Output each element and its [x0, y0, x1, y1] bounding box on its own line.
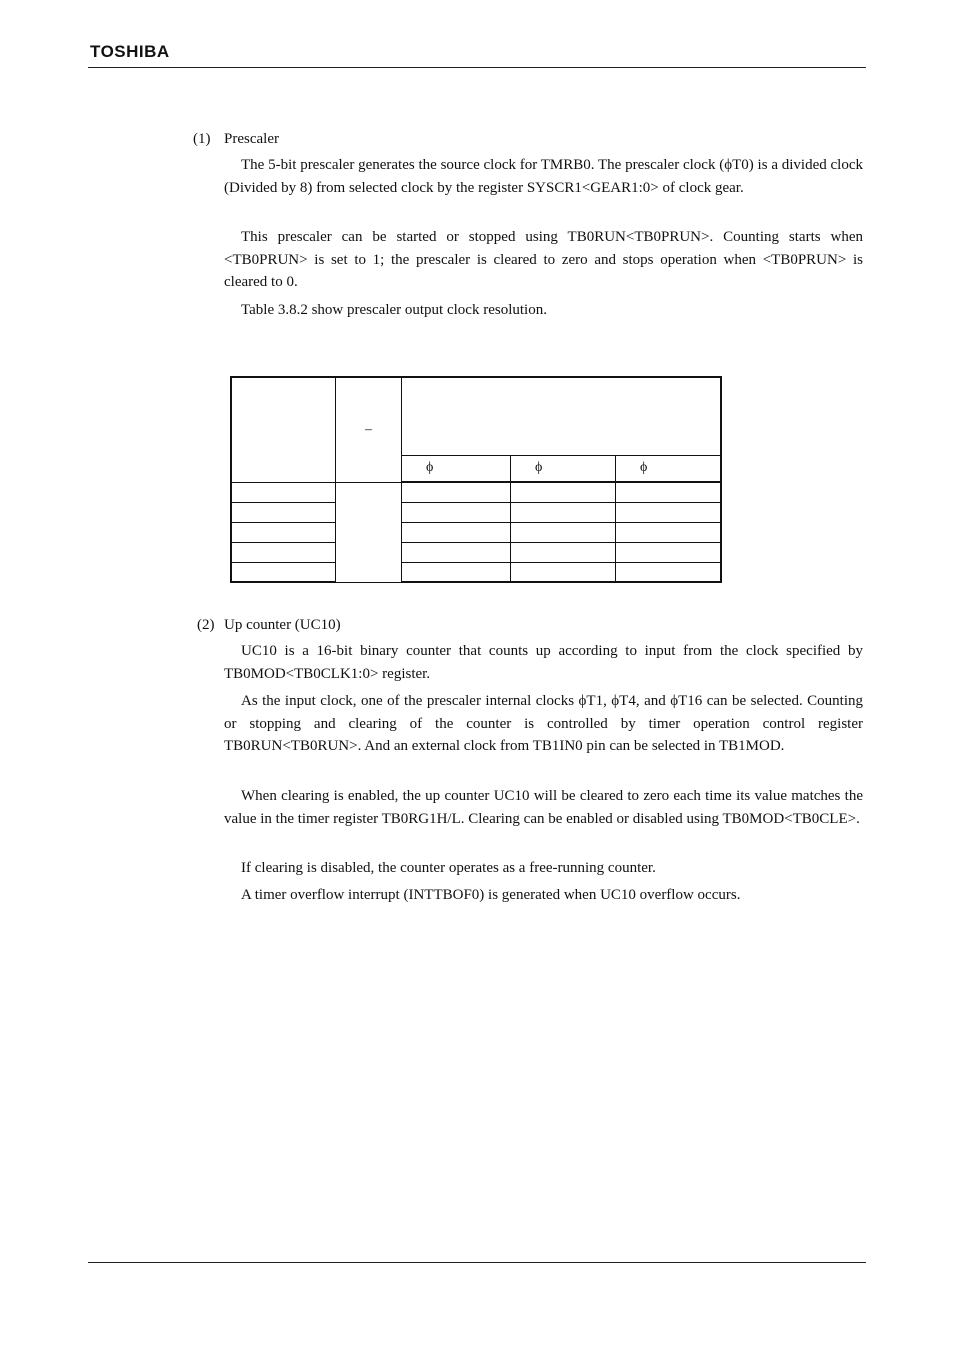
- table-cell: [231, 542, 336, 562]
- phi-header-cell: [511, 455, 616, 482]
- section-2-heading: [197, 615, 341, 635]
- table-cell: [402, 482, 511, 502]
- table-cell: [616, 562, 722, 582]
- prescaler-resolution-table: [230, 376, 722, 583]
- section-1-number: (1): [193, 131, 211, 147]
- phi-symbol: ϕ: [535, 460, 543, 476]
- table-cell: [616, 482, 722, 502]
- counter-paragraph-1: UC10 is a 16-bit binary counter that counts up according to input from the clock specified by TB0MOD<TB0CLK1:0> register.: [224, 643, 863, 682]
- phi-symbol: ϕ: [640, 460, 648, 476]
- dash-mark: –: [365, 421, 372, 437]
- table-cell: [511, 522, 616, 542]
- table-cell: [231, 482, 336, 502]
- table-cell: [511, 502, 616, 522]
- counter-paragraph-4: If clearing is disabled, the counter operates as a free-running counter.: [241, 860, 656, 876]
- prescaler-paragraph-1: The 5-bit prescaler generates the source clock for TMRB0. The prescaler clock (ϕT0) is a divided clock (Divided by 8) from selected clock by the register SYSCR1<GEAR1:0> of clock gear.: [224, 157, 863, 196]
- table-cell: [511, 542, 616, 562]
- section-1-heading: [193, 129, 279, 149]
- prescaler-paragraph-3: Table 3.8.2 show prescaler output clock resolution.: [241, 302, 547, 318]
- table-cell: [616, 522, 722, 542]
- table-cell: [511, 482, 616, 502]
- footer-rule: [88, 1262, 866, 1263]
- table-cell: [402, 562, 511, 582]
- table-cell: [231, 522, 336, 542]
- table-merged-cell: [336, 482, 402, 582]
- table-cell: [511, 562, 616, 582]
- table-cell: [402, 542, 511, 562]
- table-cell: [231, 502, 336, 522]
- section-2-title: Up counter (UC10): [224, 617, 341, 633]
- section-1-title: Prescaler: [224, 131, 279, 147]
- toshiba-logo: TOSHIBA: [90, 42, 170, 61]
- counter-paragraph-5: A timer overflow interrupt (INTTBOF0) is generated when UC10 overflow occurs.: [241, 887, 741, 903]
- counter-paragraph-2: As the input clock, one of the prescaler internal clocks ϕT1, ϕT4, and ϕT16 can be selected. Counting or stopping and clearing of the counter is controlled by timer operation control register TB0RUN<TB0RUN>. And an external clock from TB1IN0 pin can be selected in TB1MOD.: [224, 693, 863, 754]
- table-header-cell: [231, 377, 336, 482]
- table-cell: [402, 502, 511, 522]
- header-rule: [88, 67, 866, 68]
- table-cell: [616, 502, 722, 522]
- counter-paragraph-3: When clearing is enabled, the up counter UC10 will be cleared to zero each time its value matches the value in the timer register TB0RG1H/L. Clearing can be enabled or disabled using TB0MOD<TB0CLE>.: [224, 788, 863, 827]
- table-cell: [616, 542, 722, 562]
- table-header-span-cell: [402, 377, 722, 455]
- prescaler-paragraph-2: This prescaler can be started or stopped using TB0RUN<TB0PRUN>. Counting starts when <TB0PRUN> is set to 1; the prescaler is cleared to zero and stops operation when <TB0PRUN> is cleared to 0.: [224, 229, 863, 290]
- table-cell: [402, 522, 511, 542]
- phi-header-cell: [616, 455, 722, 482]
- table-cell: [231, 562, 336, 582]
- phi-header-cell: [402, 455, 511, 482]
- table-header-dash-cell: [336, 377, 402, 482]
- section-2-number: (2): [197, 617, 215, 633]
- phi-symbol: ϕ: [426, 460, 434, 476]
